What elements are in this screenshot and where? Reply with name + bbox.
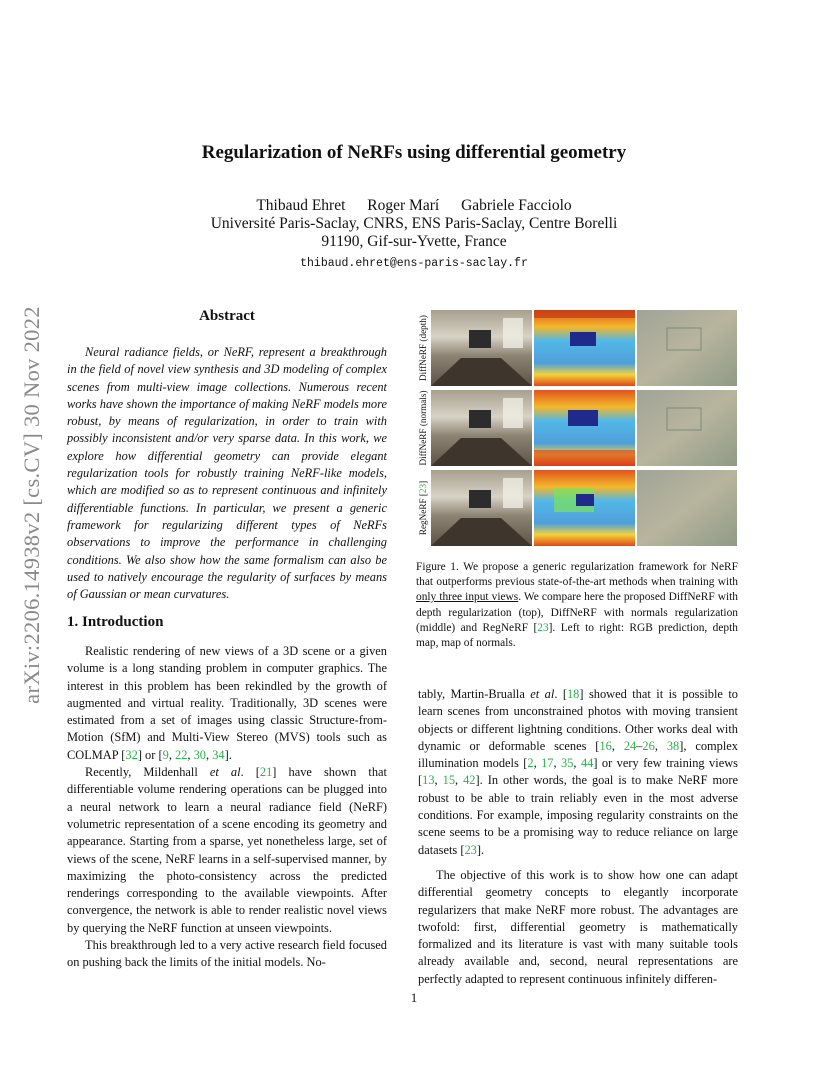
row-label: DiffNeRF (depth) xyxy=(418,315,428,381)
author-name: Gabriele Facciolo xyxy=(461,197,572,214)
citation-link[interactable]: 42 xyxy=(463,773,476,788)
citation-link[interactable]: 24 xyxy=(623,738,637,753)
affiliation-line: 91190, Gif-sur-Yvette, France xyxy=(321,233,507,250)
normals-map-image xyxy=(637,390,737,466)
paragraph: The objective of this work is to show how one can adapt differential geometry concepts to elegantly incorporate regularizers that make NeRF more robust. The advantages are twofold: first, differential geometry is mathematically formalized and its literature is vast with many suitable tools already available and, second, neural representations are perfectly adapted to represent continuous infinitely differen- xyxy=(418,867,738,986)
figure-row xyxy=(416,310,737,386)
paper-title: Regularization of NeRFs using differential geometry xyxy=(201,142,627,163)
page-number: 1 xyxy=(410,990,418,1005)
right-column-body xyxy=(418,686,738,988)
abstract-text: Neural radiance fields, or NeRF, represent a breakthrough in the field of novel view synthesis and 3D modeling of complex scenes from multi-view image collections. Numerous recent works have shown the importance of making NeRF models more robust, by means of regularization, in order to train with possibly inconsistent and/or very sparse data. In this work, we explore how differential geometry can provide elegant regularization tools for robustly training NeRF-like models, which are modified so as to represent continuous and infinitely differentiable functions. In particular, we present a generic framework for regularizing different types of NeRFs observations to improve the performance in challenging conditions. We also show how the same formalism can also be used to natively encourage the regularity of surfaces by means of Gaussian or mean curvatures. xyxy=(67,345,387,602)
citation-link[interactable]: 26 xyxy=(642,738,655,753)
rgb-prediction-image xyxy=(431,390,532,466)
author-name: Roger Marí xyxy=(367,197,440,214)
citation-link[interactable]: 13 xyxy=(422,773,435,788)
author-name: Thibaud Ehret xyxy=(256,197,346,214)
figure-row xyxy=(416,390,737,466)
citation-link[interactable]: 44 xyxy=(580,756,594,771)
row-label: RegNeRF [23] xyxy=(418,480,428,536)
section-heading: 1. Introduction xyxy=(67,614,164,630)
normals-map-image xyxy=(637,470,737,546)
row-label: DiffNeRF (normals) xyxy=(418,390,428,466)
citation-link[interactable]: 17 xyxy=(541,756,554,771)
left-column-body xyxy=(67,643,387,972)
citation-link[interactable]: 9 xyxy=(162,747,169,762)
paragraph: This breakthrough led to a very active research field focused on pushing back the limits of the initial models. No- xyxy=(67,938,387,970)
abstract-heading: Abstract xyxy=(199,308,255,324)
author-list xyxy=(0,197,828,215)
depth-map-image xyxy=(534,470,635,546)
citation-link[interactable]: 22 xyxy=(175,747,188,762)
affiliation-line: Université Paris-Saclay, CNRS, ENS Paris-Saclay, Centre Borelli xyxy=(210,215,618,232)
citation-link[interactable]: 34 xyxy=(212,747,225,762)
citation-link[interactable]: 30 xyxy=(193,747,206,762)
figure-1 xyxy=(416,310,737,550)
citation-link[interactable]: 35 xyxy=(561,756,574,771)
normals-map-image xyxy=(637,310,737,386)
depth-map-image xyxy=(534,390,635,466)
citation-link[interactable]: 21 xyxy=(259,765,273,780)
rgb-prediction-image xyxy=(431,470,532,546)
figure-row xyxy=(416,470,737,546)
citation-link[interactable]: 23 xyxy=(537,621,549,634)
depth-map-image xyxy=(534,310,635,386)
author-email: thibaud.ehret@ens-paris-saclay.fr xyxy=(300,257,528,270)
rgb-prediction-image xyxy=(431,310,532,386)
paragraph: Recently, Mildenhall et al. [21] have shown that differentiable volume rendering operations can be plugged into a neural network to learn a neural radiance field (NeRF) volumetric representation of a scene encoding its geometry and appearance. Starting from a sparse, yet nonetheless large, set of views of the scene, NeRF learns in a self-supervised manner, by maximizing the photo-consistency across the predicted renderings corresponding to the available viewpoints. After convergence, the network is able to render realistic novel views by querying the NeRF function at unseen viewpoints. xyxy=(67,765,387,935)
citation-link[interactable]: 23 xyxy=(464,842,477,857)
citation-link[interactable]: 16 xyxy=(599,738,612,753)
paragraph: tably, Martin-Brualla et al. [18] showed that it is possible to learn scenes from unconstrained photos with moving transient objects or different lightning conditions. Other works deal with dynamic or deformable scenes [16, 24–26, 38], complex illumination models [2, 17, 35, 44] or very few training views [13, 15, 42]. In other words, the goal is to make NeRF more robust to be able to train reliably even in the most adverse conditions. For example, imposing regularity constraints on the scene seems to be a promising way to reduce reliance on large datasets [23]. xyxy=(418,687,738,857)
figure-caption: Figure 1. We propose a generic regularization framework for NeRF that outperforms previous state-of-the-art methods when training with only three input views. We compare here the proposed DiffNeRF with depth regularization (top), DiffNeRF with normals regularization (middle) and RegNeRF [23]. Left to right: RGB prediction, depth map, map of normals. xyxy=(416,561,738,650)
citation-link[interactable]: 38 xyxy=(666,738,680,753)
citation-link[interactable]: 2 xyxy=(527,756,534,771)
paragraph: Realistic rendering of new views of a 3D scene or a given volume is a long standing problem in computer graphics. The interest in this problem has been rekindled by the growth of augmented and virtual reality. Traditionally, 3D scenes were estimated from a set of images using classic Structure-from-Motion (SfM) and Multi-View Stereo (MVS) tools such as COLMAP [32] or [9, 22, 30, 34]. xyxy=(67,644,387,762)
arxiv-stamp xyxy=(14,280,50,730)
citation-link[interactable]: 15 xyxy=(442,773,456,788)
citation-link[interactable]: 32 xyxy=(125,747,138,762)
citation-link[interactable]: 18 xyxy=(566,687,580,701)
arxiv-stamp-text: arXiv:2206.14938v2 [cs.CV] 30 Nov 2022 xyxy=(19,306,44,704)
